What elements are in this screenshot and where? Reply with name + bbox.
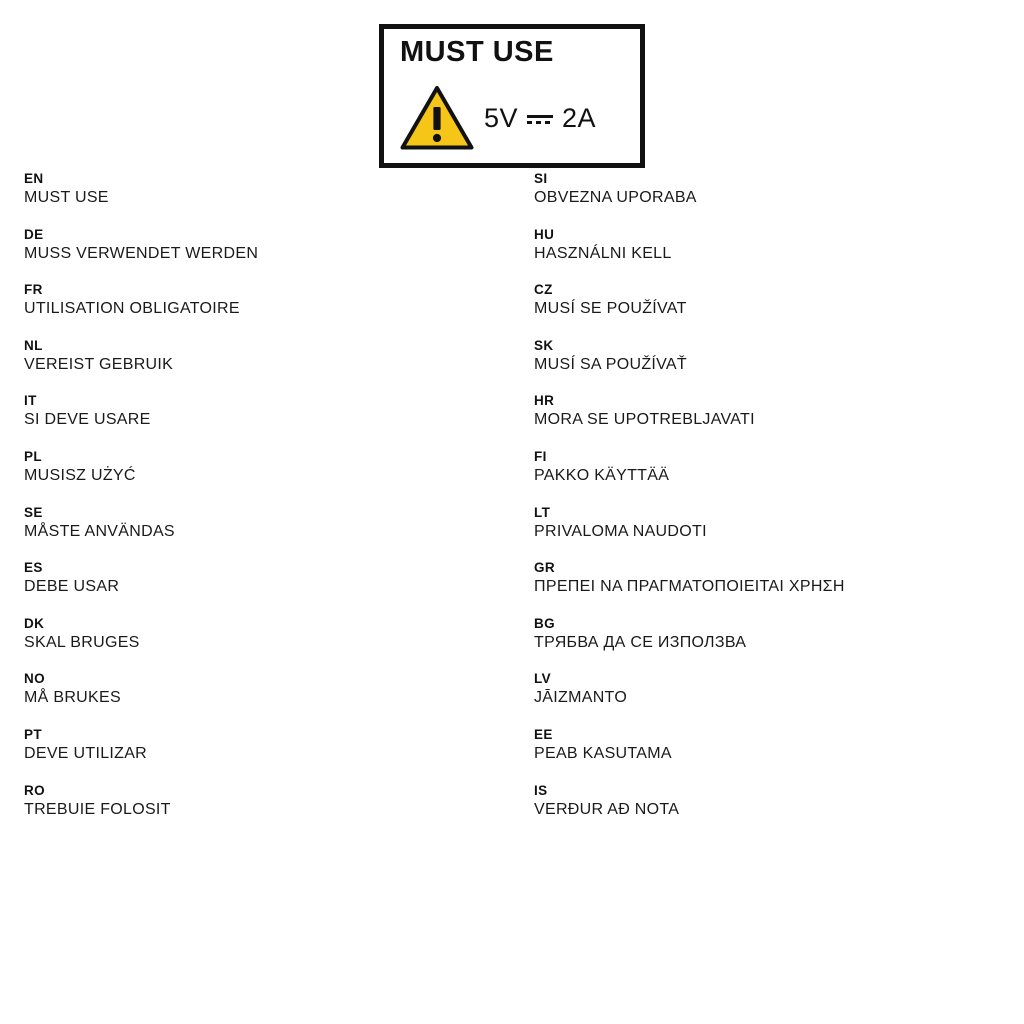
language-text: MUSÍ SA POUŽÍVAŤ — [534, 355, 687, 373]
language-text: VERÐUR AÐ NOTA — [534, 800, 680, 818]
language-code: PT — [24, 726, 43, 742]
language-code: PL — [24, 448, 43, 464]
list-item — [24, 504, 514, 543]
warning-label-box — [379, 24, 645, 168]
dc-current-symbol — [527, 110, 553, 128]
power-rating — [484, 103, 596, 134]
language-text: MÅ BRUKES — [24, 689, 121, 707]
list-item — [534, 170, 1024, 209]
language-text: DEVE UTILIZAR — [24, 744, 148, 762]
language-text: ТРЯБВА ДА СЕ ИЗПОЛЗВА — [534, 633, 747, 651]
language-code: EE — [534, 726, 553, 742]
language-code: FI — [534, 448, 547, 464]
language-code: DK — [24, 615, 45, 631]
warning-triangle-icon — [400, 85, 474, 151]
language-text: OBVEZNA UPORABA — [534, 189, 697, 206]
language-code: SK — [534, 337, 554, 353]
language-code: RO — [24, 782, 46, 798]
list-item — [534, 559, 1024, 598]
language-text: MUSISZ UŻYĆ — [24, 466, 136, 484]
language-text: MUST USE — [24, 189, 109, 206]
language-text: MUSS VERWENDET WERDEN — [24, 244, 259, 262]
list-item — [24, 392, 514, 431]
language-code: HU — [534, 226, 555, 242]
translations-table — [0, 170, 1024, 837]
language-code: IT — [24, 393, 37, 409]
language-code: LV — [534, 671, 552, 687]
language-code: BG — [534, 615, 556, 631]
language-code: EN — [24, 171, 44, 186]
language-text: VEREIST GEBRUIK — [24, 355, 174, 373]
list-item — [24, 615, 514, 654]
list-item — [24, 782, 514, 821]
list-item — [534, 448, 1024, 487]
language-code: IS — [534, 782, 548, 798]
list-item — [24, 170, 514, 209]
language-text: MORA SE UPOTREBLJAVATI — [534, 411, 755, 429]
language-code: NO — [24, 671, 46, 687]
list-item — [534, 670, 1024, 709]
language-text: JĀIZMANTO — [534, 689, 628, 707]
list-item — [24, 448, 514, 487]
list-item — [534, 337, 1024, 376]
language-code: DE — [24, 226, 44, 242]
translations-column-right — [514, 170, 1024, 837]
language-text: MÅSTE ANVÄNDAS — [24, 522, 175, 540]
language-text: TREBUIE FOLOSIT — [24, 800, 171, 818]
list-item — [534, 615, 1024, 654]
language-code: GR — [534, 560, 556, 576]
list-item — [24, 226, 514, 265]
language-code: SI — [534, 171, 548, 186]
language-text: UTILISATION OBLIGATOIRE — [24, 300, 240, 318]
language-text: PRIVALOMA NAUDOTI — [534, 522, 707, 540]
list-item — [534, 726, 1024, 765]
list-item — [534, 392, 1024, 431]
list-item — [24, 670, 514, 709]
language-text: SKAL BRUGES — [24, 633, 140, 651]
language-text: ΠΡΕΠΕΙ ΝΑ ΠΡΑΓΜΑΤΟΠΟΙΕΙΤΑΙ ΧΡΗΣΗ — [534, 578, 845, 596]
language-code: ES — [24, 560, 43, 576]
list-item — [534, 281, 1024, 320]
language-text: PAKKO KÄYTTÄÄ — [534, 466, 670, 484]
language-text: PEAB KASUTAMA — [534, 744, 672, 762]
list-item — [24, 559, 514, 598]
list-item — [24, 726, 514, 765]
label-rating-row — [400, 85, 596, 151]
list-item — [534, 226, 1024, 265]
list-item — [534, 504, 1024, 543]
language-text: MUSÍ SE POUŽÍVAT — [534, 300, 687, 318]
language-code: NL — [24, 337, 43, 353]
list-item — [24, 337, 514, 376]
language-code: LT — [534, 504, 551, 520]
language-text: SI DEVE USARE — [24, 411, 151, 429]
language-text: HASZNÁLNI KELL — [534, 244, 672, 262]
language-code: FR — [24, 282, 43, 298]
language-code: CZ — [534, 282, 553, 298]
label-title: MUST USE — [400, 36, 554, 68]
voltage-value: 5V — [484, 102, 519, 133]
language-code: SE — [24, 504, 43, 520]
list-item — [534, 782, 1024, 821]
language-code: HR — [534, 393, 555, 409]
translations-column-left — [0, 170, 514, 837]
current-value: 2A — [562, 102, 597, 133]
list-item — [24, 281, 514, 320]
language-text: DEBE USAR — [24, 578, 120, 596]
